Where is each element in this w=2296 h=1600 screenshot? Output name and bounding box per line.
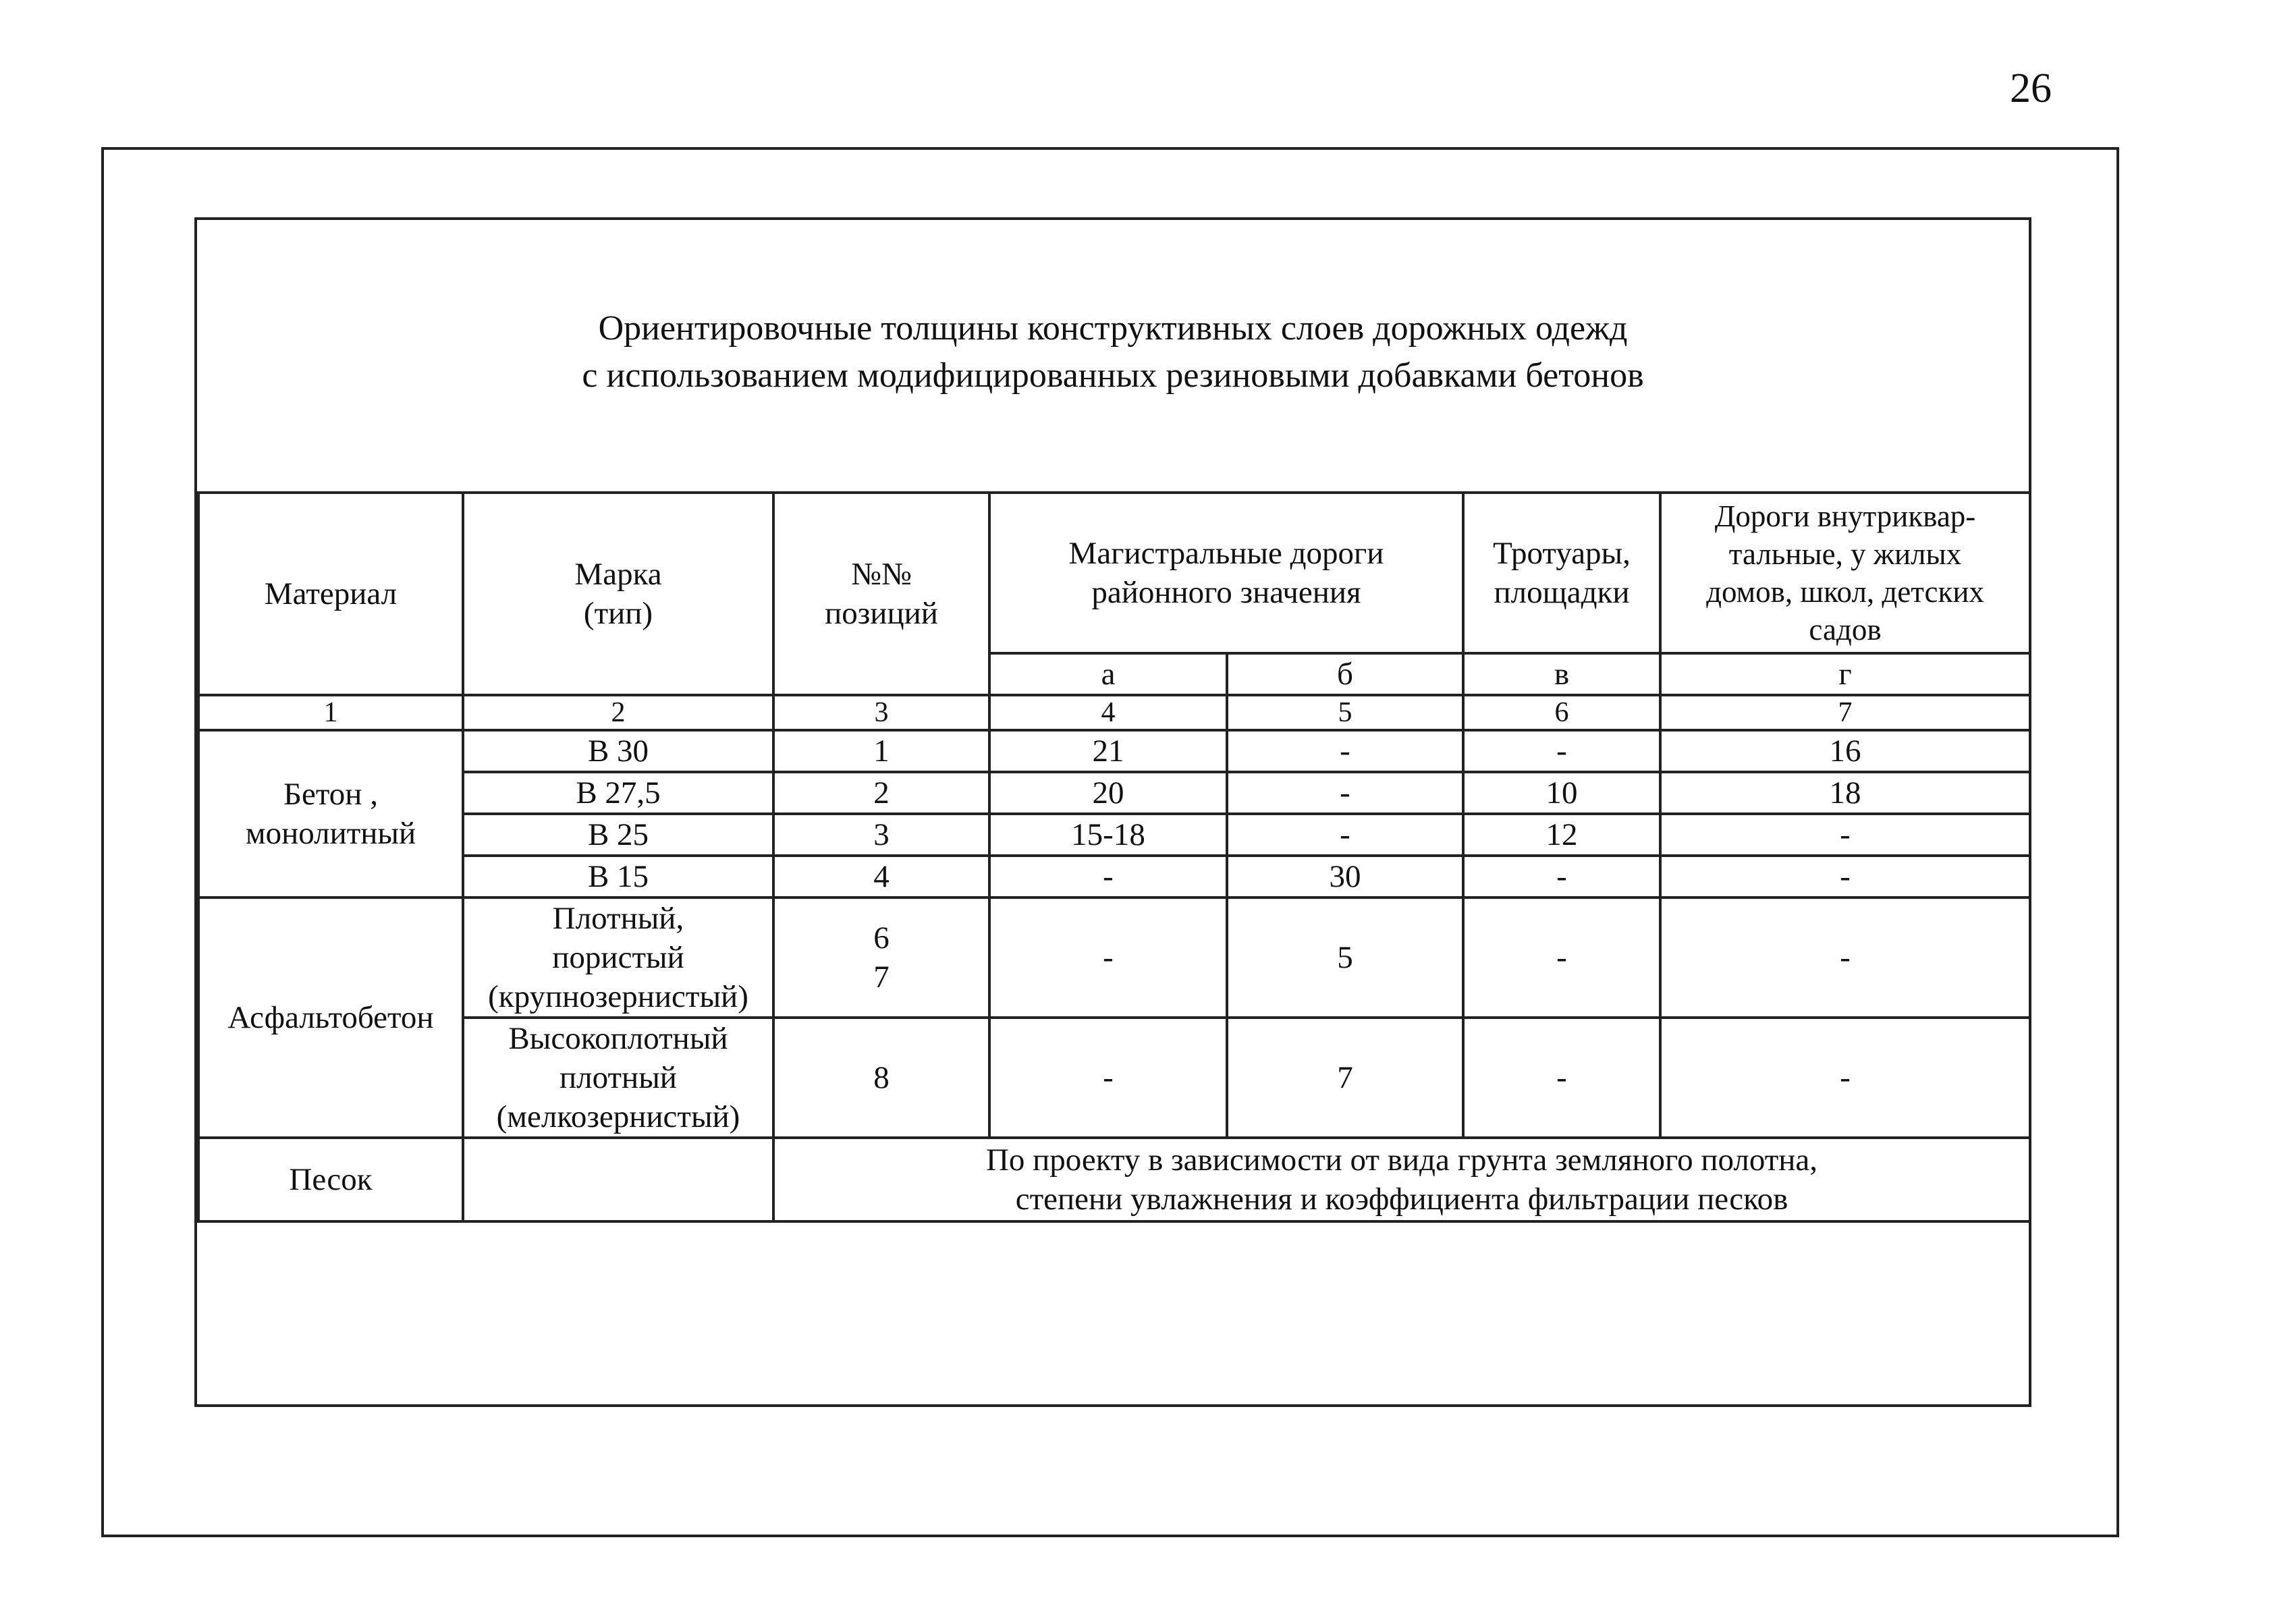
value-cell-b: - <box>1227 772 1463 814</box>
mark-cell: В 15 <box>463 856 773 898</box>
value-cell-a: - <box>989 898 1227 1018</box>
value-cell-b: 5 <box>1227 898 1463 1018</box>
mark-line: Плотный, <box>552 901 684 936</box>
value-cell-v: - <box>1463 730 1660 772</box>
table-row <box>198 1138 2030 1221</box>
value-cell-b: - <box>1227 814 1463 856</box>
header-positions-line-1: №№ <box>851 557 912 592</box>
position-line: 7 <box>873 960 890 995</box>
header-inner-roads-line-3: домов, школ, детских <box>1706 575 1984 609</box>
sand-note <box>773 1138 2030 1221</box>
table-row <box>198 772 2030 814</box>
material-beton-line-2: монолитный <box>245 816 416 851</box>
title-line-2: с использованием модифицированных резиновыми добавками бетонов <box>582 356 1644 395</box>
header-inner-roads-line-1: Дороги внутриквар- <box>1714 499 1976 533</box>
mark-line: пористый <box>552 940 684 975</box>
value-cell-b: - <box>1227 730 1463 772</box>
column-number: 3 <box>773 695 989 730</box>
value-cell-v: - <box>1463 898 1660 1018</box>
value-cell-a: 20 <box>989 772 1227 814</box>
position-cell: 4 <box>773 856 989 898</box>
mark-cell <box>463 898 773 1018</box>
value-cell-g: - <box>1660 898 2030 1018</box>
mark-line: плотный <box>559 1060 677 1095</box>
header-sidewalks <box>1463 493 1660 653</box>
subheader-b: б <box>1227 653 1463 695</box>
header-sidewalks-line-1: Тротуары, <box>1493 536 1631 571</box>
mark-cell: В 30 <box>463 730 773 772</box>
table-row <box>198 730 2030 772</box>
header-main-roads-line-1: Магистральные дороги <box>1068 536 1384 571</box>
sand-note-line-2: степени увлажнения и коэффициента фильтрации песков <box>1015 1182 1788 1217</box>
title-line-1: Ориентировочные толщины конструктивных слоев дорожных одежд <box>598 309 1628 348</box>
value-cell-b: 30 <box>1227 856 1463 898</box>
mark-line: (крупнозернистый) <box>488 979 748 1014</box>
header-material-label: Материал <box>264 576 398 611</box>
header-material <box>198 493 463 695</box>
header-main-roads-line-2: районного значения <box>1091 575 1361 610</box>
column-number: 4 <box>989 695 1227 730</box>
header-positions-line-2: позиций <box>825 596 938 631</box>
value-cell-g: - <box>1660 1018 2030 1138</box>
table-row <box>198 1018 2030 1138</box>
mark-line: Высокоплотный <box>508 1021 728 1056</box>
table-title <box>194 305 2031 399</box>
column-number: 1 <box>198 695 463 730</box>
material-beton <box>198 730 463 898</box>
header-mark-line-2: (тип) <box>583 596 653 631</box>
value-cell-v: 12 <box>1463 814 1660 856</box>
material-asphalt: Асфальтобетон <box>198 898 463 1138</box>
subheader-g: г <box>1660 653 2030 695</box>
header-main-roads <box>989 493 1463 653</box>
material-beton-line-1: Бетон , <box>283 777 378 812</box>
header-inner-roads-line-4: садов <box>1809 613 1882 646</box>
value-cell-g: - <box>1660 814 2030 856</box>
mark-cell <box>463 1018 773 1138</box>
subheader-v: в <box>1463 653 1660 695</box>
column-number: 2 <box>463 695 773 730</box>
position-cell: 2 <box>773 772 989 814</box>
subheader-a: а <box>989 653 1227 695</box>
value-cell-a: 15-18 <box>989 814 1227 856</box>
header-inner-roads <box>1660 493 2030 653</box>
mark-line: (мелкозернистый) <box>496 1099 740 1134</box>
column-number: 7 <box>1660 695 2030 730</box>
table-row <box>198 814 2030 856</box>
table-row <box>198 856 2030 898</box>
position-cell: 3 <box>773 814 989 856</box>
header-sidewalks-line-2: площадки <box>1494 575 1630 610</box>
sand-note-line-1: По проекту в зависимости от вида грунта земляного полотна, <box>985 1142 1818 1178</box>
header-positions <box>773 493 989 695</box>
position-line: 6 <box>873 920 890 956</box>
position-cell: 8 <box>773 1018 989 1138</box>
column-number: 6 <box>1463 695 1660 730</box>
page-number: 26 <box>2010 65 2052 111</box>
mark-cell: В 25 <box>463 814 773 856</box>
column-number-row <box>198 695 2030 730</box>
header-mark-line-1: Марка <box>574 557 662 592</box>
value-cell-g: - <box>1660 856 2030 898</box>
value-cell-b: 7 <box>1227 1018 1463 1138</box>
column-number: 5 <box>1227 695 1463 730</box>
mark-cell: В 27,5 <box>463 772 773 814</box>
header-inner-roads-line-2: тальные, у жилых <box>1728 537 1962 571</box>
table-row <box>198 898 2030 1018</box>
mark-cell <box>463 1138 773 1221</box>
value-cell-v: - <box>1463 856 1660 898</box>
value-cell-a: 21 <box>989 730 1227 772</box>
header-row <box>198 493 2030 653</box>
value-cell-a: - <box>989 1018 1227 1138</box>
value-cell-g: 16 <box>1660 730 2030 772</box>
value-cell-v: - <box>1463 1018 1660 1138</box>
value-cell-v: 10 <box>1463 772 1660 814</box>
material-sand: Песок <box>198 1138 463 1221</box>
thickness-table <box>197 491 2031 1223</box>
value-cell-a: - <box>989 856 1227 898</box>
position-cell: 1 <box>773 730 989 772</box>
header-mark <box>463 493 773 695</box>
position-cell <box>773 898 989 1018</box>
value-cell-g: 18 <box>1660 772 2030 814</box>
